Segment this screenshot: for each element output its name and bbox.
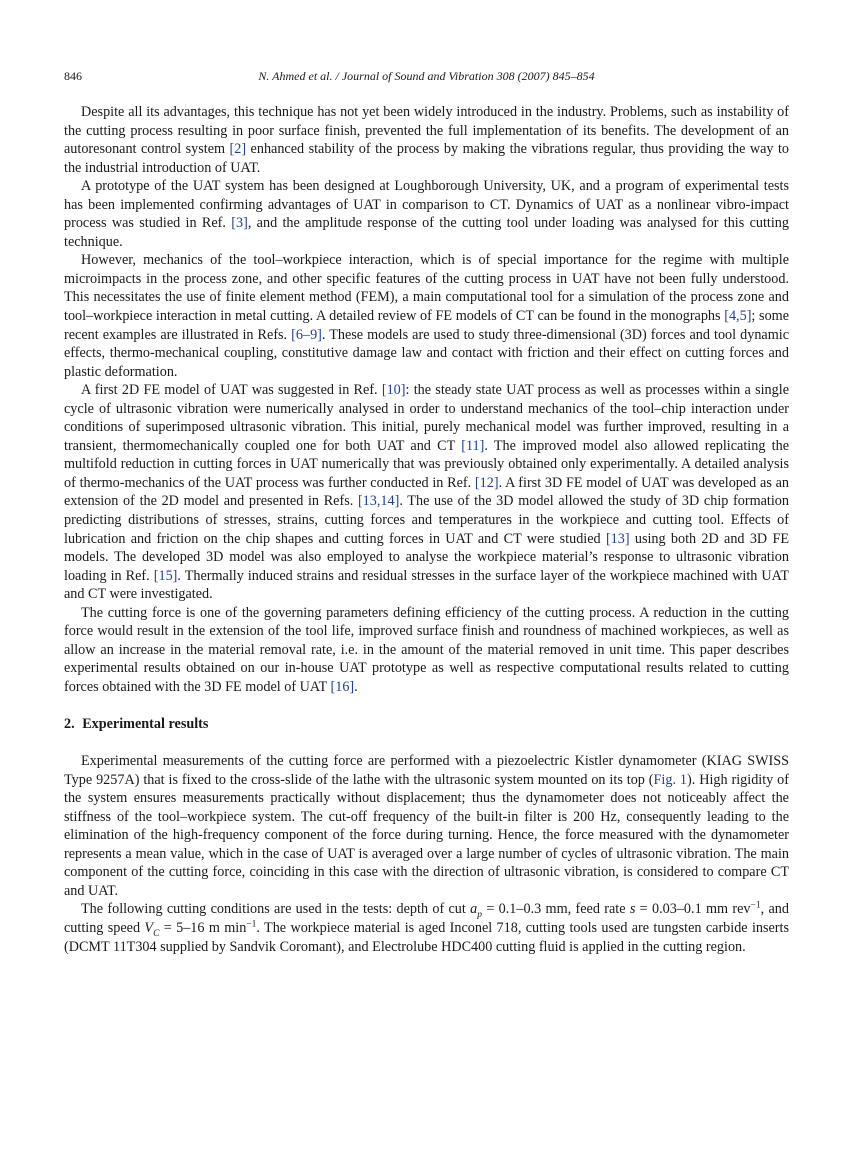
paragraph-3: However, mechanics of the tool–workpiece interaction, which is of special importance for the regime with multiple microimpacts in the process zone, and other specific features of the cutting process in UAT have not been fully understood. This necessitates the use of finite element method (FEM), a main computational tool for a simulation of the process zone and tool–workpiece interaction in metal cutting. A detailed review of FE models of CT can be found in the monographs [4,5]; some recent examples are illustrated in Refs. [6–9]. These models are used to study three-dimensional (3D) forces and tool dynamic effects, thermo-mechanical coupling, constitutive damage law and contact with friction and their effect on cutting forces and plastic deformation. (64, 252, 789, 380)
page-header (64, 67, 789, 85)
citation-link[interactable]: [11] (461, 437, 485, 454)
paragraph-1: Despite all its advantages, this technique has not yet been widely introduced in the industry. Problems, such as instability of the cutting process resulting in poor surface finish, prevented the full implementation of its benefits. The development of an autoresonant control system [2] enhanced stability of the process by making the vibrations regular, thus providing the way to the industrial introduction of UAT. (64, 104, 789, 176)
depth-of-cut-symbol: $a_p$ (470, 901, 483, 921)
citation-link[interactable]: [15] (153, 567, 178, 584)
section-title: Experimental results (82, 715, 209, 732)
feed-rate-symbol: s (629, 901, 636, 918)
citation-link[interactable]: [3] (231, 215, 248, 232)
citation-link[interactable]: [13,14] (357, 493, 400, 510)
citation-link[interactable]: [13] (605, 530, 630, 547)
citation-link[interactable]: [10] (381, 382, 406, 399)
section-number: 2. (64, 715, 75, 732)
figure-link[interactable]: Fig. 1 (653, 771, 688, 788)
cutting-speed-symbol: $V_C$ (144, 919, 160, 939)
citation-link[interactable]: [12] (474, 474, 499, 491)
running-head: N. Ahmed et al. / Journal of Sound and Vibration 308 (2007) 845–854 (258, 69, 595, 83)
paragraph-7: The following cutting conditions are used in the tests: depth of cut $a_p = 0.1-0.3$ mm, feed rate s = 0.03–0.1 mm rev$^{-1}$, and cutting speed $V_C = 5-16$ m $\min^{-1}$. The workpiece material is aged Inconel 718, cutting tools used are tungsten carbide inserts (DCMT 11T304 supplied by Sandvik Coromant), and Electrolube HDC400 cutting fluid is applied in the cutting region. (64, 900, 789, 955)
page-number: 846 (64, 69, 82, 83)
paragraph-5: The cutting force is one of the governing parameters defining efficiency of the cutting process. A reduction in the cutting force would result in the extension of the tool life, improved surface finish and roundness of machined workpieces, as well as allow an increase in the material removal rate, i.e. in the amount of the material removed in unit time. This paper describes experimental results obtained on our in-house UAT prototype as well as respective computational results related to cutting forces obtained with the 3D FE model of UAT [16]. (64, 604, 789, 695)
citation-link[interactable]: [2] (229, 141, 247, 158)
citation-link[interactable]: [16] (330, 678, 355, 695)
citation-link[interactable]: [4,5] (724, 308, 752, 325)
citation-link[interactable]: [6–9] (291, 326, 322, 343)
paragraph-6: Experimental measurements of the cutting force are performed with a piezoelectric Kistler dynamometer (KIAG SWISS Type 9257A) that is fixed to the cross-slide of the lathe with the ultrasonic system mounted on its top (Fig. 1). High rigidity of the system ensures measurements practically without displacement; thus the dynamometer does not noticeably affect the stiffness of the tool–workpiece system. The cut-off frequency of the built-in filter is 200 Hz, consequently leading to the elimination of the high-frequency component of the force during turning. Hence, the force measured with the dynamometer represents a mean value, which in the case of UAT is averaged over a large number of cycles of ultrasonic vibration. The main component of the cutting force, coinciding in this case with the direction of ultrasonic vibration, is considered to compare CT and UAT. (64, 753, 789, 899)
section-heading (64, 715, 789, 734)
paragraph-2: A prototype of the UAT system has been designed at Loughborough University, UK, and a program of experimental tests has been implemented confirming advantages of UAT in comparison to CT. Dynamics of UAT as a nonlinear vibro-impact process was studied in Ref. [3], and the amplitude response of the cutting tool under loading was analysed for this cutting technique. (64, 178, 789, 250)
article-body (64, 103, 789, 956)
paragraph-4: A first 2D FE model of UAT was suggested in Ref. [10]: the steady state UAT process as well as processes within a single cycle of ultrasonic vibration were numerically analysed in order to understand mechanics of the tool–chip interaction under conditions of superimposed ultrasonic vibration. This initial, purely mechanical model was further improved, resulting in a transient, thermomechanically coupled one for both UAT and CT [11]. The improved model also allowed replicating the multifold reduction in cutting forces in UAT numerically that was previously obtained only experimentally. A detailed analysis of thermo-mechanics of the UAT process was further conducted in Ref. [12]. A first 3D FE model of UAT was developed as an extension of the 2D model and presented in Refs. [13,14]. The use of the 3D model allowed the study of 3D chip formation predicting distributions of stresses, strains, cutting forces and temperatures in the workpiece and cutting tool. Effects of lubrication and friction on the chip shapes and cutting forces in UAT and CT were studied [13] using both 2D and 3D FE models. The developed 3D model was also employed to analyse the workpiece material’s response to ultrasonic vibration loading in Ref. [15]. Thermally induced strains and residual stresses in the surface layer of the workpiece machined with UAT and CT were investigated. (64, 382, 790, 603)
